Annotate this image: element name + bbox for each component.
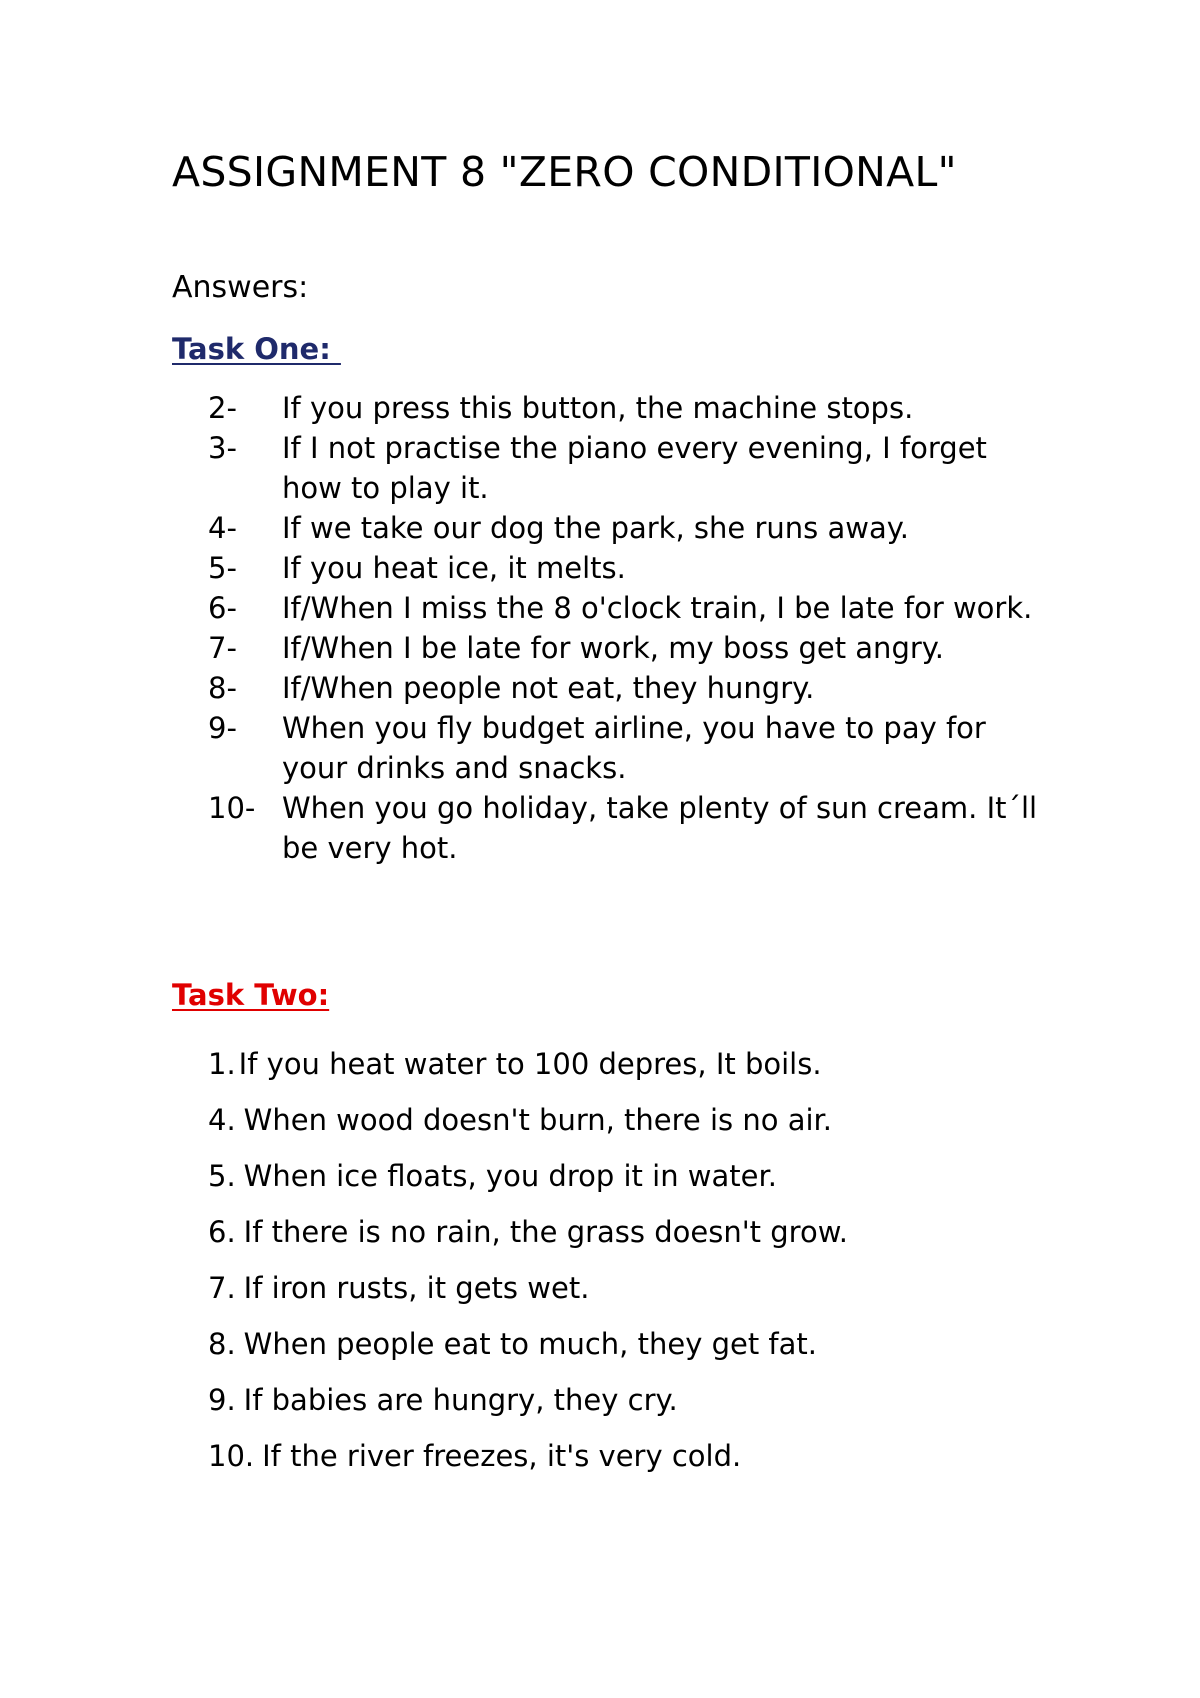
task-two-item [0,1036,848,1092]
item-text: If you press this button, the machine stops. [282,391,914,425]
item-number: 7- [208,631,237,665]
task-two-item [0,1372,848,1428]
item-text: If babies are hungry, they cry. [243,1383,678,1417]
item-number: 2- [208,391,237,425]
item-number: 5- [208,551,237,585]
item-number: 5. [208,1159,236,1193]
item-text: If you heat water to 100 depres, It boils. [238,1047,822,1081]
task-two-item [0,1204,848,1260]
item-text: When you go holiday, take plenty of sun cream. It´ll be very hot. [282,791,1038,865]
item-text: If there is no rain, the grass doesn't grow. [243,1215,848,1249]
task-one-item [0,388,1042,428]
item-text: When ice floats, you drop it in water. [243,1159,777,1193]
item-number: 4. [208,1103,236,1137]
task-one-item [0,788,1042,868]
task-two-item [0,1428,848,1484]
item-number: 1. [208,1047,236,1081]
item-text: If iron rusts, it gets wet. [243,1271,590,1305]
item-text: If/When people not eat, they hungry. [282,671,815,705]
item-number: 6. [208,1215,236,1249]
task-two-answer-list [0,1036,848,1484]
item-number: 10. [208,1439,255,1473]
item-number: 6- [208,591,237,625]
task-two-item [0,1092,848,1148]
item-number: 8. [208,1327,236,1361]
task-one-item [0,548,1042,588]
item-number: 9. [208,1383,236,1417]
document-title: ASSIGNMENT 8 "ZERO CONDITIONAL" [172,148,957,196]
item-text: When people eat to much, they get fat. [243,1327,817,1361]
item-number: 7. [208,1271,236,1305]
item-number: 4- [208,511,237,545]
task-one-answer-list [0,388,1042,868]
item-text: If I not practise the piano every evening, I forget how to play it. [282,431,987,505]
task-two-item [0,1260,848,1316]
item-text: If the river freezes, it's very cold. [262,1439,742,1473]
item-number: 9- [208,711,237,745]
task-two-heading: Task Two: [172,978,330,1012]
task-one-item [0,668,1042,708]
task-two-item [0,1148,848,1204]
item-number: 8- [208,671,237,705]
item-text: If we take our dog the park, she runs away. [282,511,909,545]
task-one-item [0,508,1042,548]
item-text: If you heat ice, it melts. [282,551,626,585]
task-two-item [0,1316,848,1372]
item-number: 3- [208,431,237,465]
task-one-item [0,428,1042,508]
task-one-heading: Task One: [172,332,341,366]
task-one-item [0,588,1042,628]
task-one-item [0,628,1042,668]
task-one-item [0,708,1042,788]
item-text: When you fly budget airline, you have to pay for your drinks and snacks. [282,711,986,785]
item-text: When wood doesn't burn, there is no air. [243,1103,833,1137]
item-text: If/When I be late for work, my boss get angry. [282,631,945,665]
item-number: 10- [208,791,256,825]
item-text: If/When I miss the 8 o'clock train, I be late for work. [282,591,1033,625]
answers-label: Answers: [172,270,309,305]
